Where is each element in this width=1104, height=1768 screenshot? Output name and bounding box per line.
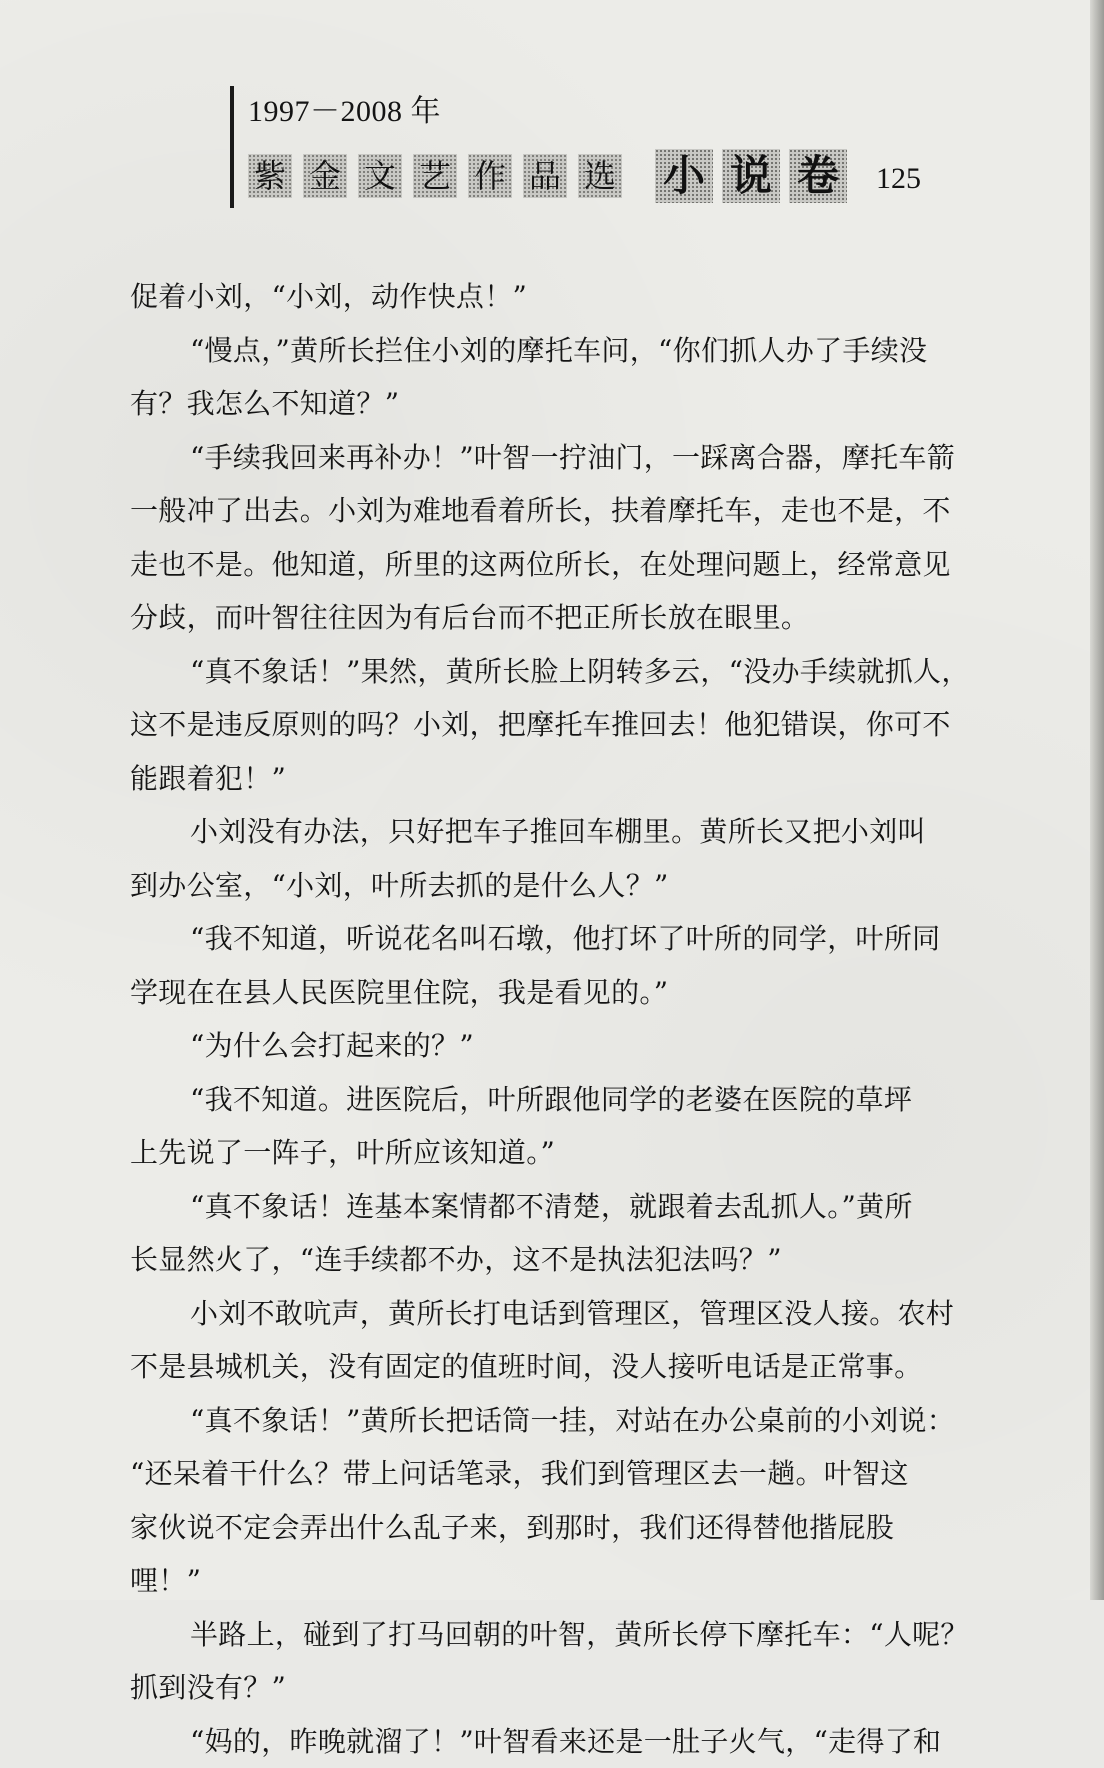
text-line: “我不知道，听说花名叫石墩，他打坏了叶所的同学，叶所同: [130, 912, 960, 966]
header-years: 1997－2008 年: [248, 86, 441, 130]
page-edge-shadow: [1090, 0, 1104, 1600]
text-line: 一般冲了出去。小刘为难地看着所长，扶着摩托车，走也不是，不: [130, 484, 960, 538]
body-text: [130, 270, 960, 1768]
volume-title: [655, 149, 856, 203]
series-char: 艺: [413, 154, 457, 198]
text-line: “真不象话！”黄所长把话筒一挂，对站在办公桌前的小刘说：: [130, 1394, 960, 1448]
series-char: 选: [578, 154, 622, 198]
series-char: 作: [468, 154, 512, 198]
text-line: 不是县城机关，没有固定的值班时间，没人接听电话是正常事。: [130, 1340, 960, 1394]
volume-char: 卷: [789, 149, 847, 203]
header-vertical-rule: [230, 86, 234, 208]
series-char: 文: [358, 154, 402, 198]
text-line: 走也不是。他知道，所里的这两位所长，在处理问题上，经常意见: [130, 538, 960, 592]
series-char: 紫: [248, 154, 292, 198]
series-char: 品: [523, 154, 567, 198]
text-line: “还呆着干什么？带上问话笔录，我们到管理区去一趟。叶智这: [130, 1447, 960, 1501]
page-number: 125: [876, 162, 921, 196]
text-line: 小刘不敢吭声，黄所长打电话到管理区，管理区没人接。农村: [130, 1287, 960, 1341]
text-line: 长显然火了，“连手续都不办，这不是执法犯法吗？”: [130, 1233, 960, 1287]
header-series-title: [248, 150, 856, 202]
text-line: “手续我回来再补办！”叶智一拧油门，一踩离合器，摩托车箭: [130, 431, 960, 485]
text-line: “妈的，昨晚就溜了！”叶智看来还是一肚子火气，“走得了和: [130, 1715, 960, 1768]
text-line: “我不知道。进医院后，叶所跟他同学的老婆在医院的草坪: [130, 1073, 960, 1127]
text-line: 这不是违反原则的吗？小刘，把摩托车推回去！他犯错误，你可不: [130, 698, 960, 752]
text-line: “为什么会打起来的？”: [130, 1019, 960, 1073]
text-line: “真不象话！连基本案情都不清楚，就跟着去乱抓人。”黄所: [130, 1180, 960, 1234]
volume-char: 说: [722, 149, 780, 203]
text-line: 抓到没有？”: [130, 1661, 960, 1715]
text-line: 学现在在县人民医院里住院，我是看见的。”: [130, 966, 960, 1020]
text-line: 有？我怎么不知道？”: [130, 377, 960, 431]
text-line: “真不象话！”果然，黄所长脸上阴转多云，“没办手续就抓人，: [130, 645, 960, 699]
text-line: 半路上，碰到了打马回朝的叶智，黄所长停下摩托车：“人呢？: [130, 1608, 960, 1662]
text-line: 家伙说不定会弄出什么乱子来，到那时，我们还得替他揩屁股: [130, 1501, 960, 1555]
text-line: 上先说了一阵子，叶所应该知道。”: [130, 1126, 960, 1180]
text-line: “慢点，”黄所长拦住小刘的摩托车问，“你们抓人办了手续没: [130, 324, 960, 378]
text-line: 小刘没有办法，只好把车子推回车棚里。黄所长又把小刘叫: [130, 805, 960, 859]
volume-char: 小: [655, 149, 713, 203]
text-line: 促着小刘，“小刘，动作快点！”: [130, 270, 960, 324]
text-line: 分歧，而叶智往往因为有后台而不把正所长放在眼里。: [130, 591, 960, 645]
series-char: 金: [303, 154, 347, 198]
text-line: 到办公室，“小刘，叶所去抓的是什么人？”: [130, 859, 960, 913]
text-line: 哩！”: [130, 1554, 960, 1608]
text-line: 能跟着犯！”: [130, 752, 960, 806]
